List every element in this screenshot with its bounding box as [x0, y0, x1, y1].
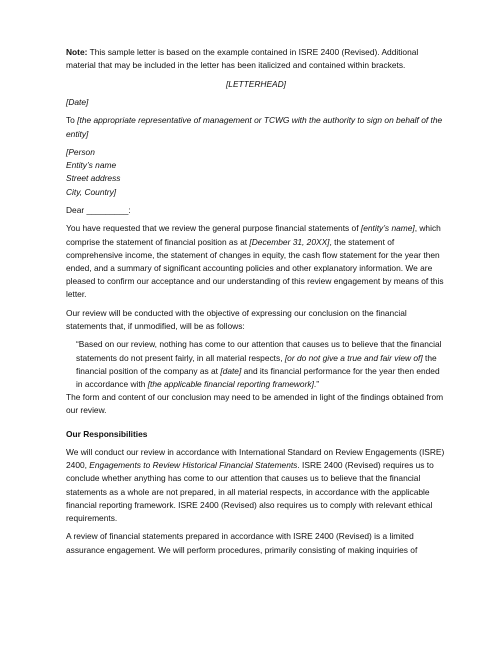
letter-page — [66, 46, 446, 557]
responsibilities-paragraph: We will conduct our review in accordance with International Standard on Review Engagements (ISRE) 2400, Engagements to Review Historical Financial Statements. ISRE 2400 (Revised) requires us to conclude whether anything has come to our attention that causes us to believe that the financial statements as a whole are not prepared, in all material respects, in accordance with the applicable financial reporting framework. ISRE 2400 (Revised) also requires us to comply with relevant ethical requirements. — [66, 446, 445, 523]
conclusion-quote: “Based on our review, nothing has come to our attention that causes us to believe that the financial statements do not present fairly, in all material respects, [or do not give a true and fair view of] the financial position of the company as at [date] and its financial performance for the year then ended in accordance with [the applicable financial reporting framework].” — [76, 339, 442, 389]
note-text: This sample letter is based on the example contained in ISRE 2400 (Revised). Additional material that may be included in the letter has been italicized and contained within brackets. — [66, 47, 419, 71]
date-field: [Date] — [66, 96, 89, 107]
amendment-paragraph: The form and content of our conclusion may need to be amended in light of the findings obtained from our review. — [66, 392, 444, 416]
address-block: [Person Entity’s name Street address City, Country] — [66, 146, 121, 197]
limited-assurance-paragraph: A review of financial statements prepared in accordance with ISRE 2400 (Revised) is a limited assurance engagement. We will perform procedures, primarily consisting of making inquiries of — [66, 531, 418, 555]
section-heading: Our Responsibilities — [66, 428, 148, 439]
note-label: Note: — [66, 47, 88, 57]
salutation: Dear _________: — [66, 204, 131, 215]
note-paragraph — [66, 46, 446, 72]
objective-paragraph: Our review will be conducted with the objective of expressing our conclusion on the financial statements that, if unmodified, will be as follows: — [66, 307, 407, 331]
letterhead: [LETTERHEAD] — [225, 78, 287, 89]
engagement-paragraph: You have requested that we review the general purpose financial statements of [entity’s name], which comprise the statement of financial position as at [December 31, 20XX], the statement of comprehensive income, the statement of changes in equity, the cash flow statement for the year then ended, and a summary of significant accounting policies and other explanatory information. We are pleased to confirm our acceptance and our understanding of this review engagement by means of this letter. — [66, 223, 444, 300]
addressee: To [the appropriate representative of management or TCWG with the authority to sign on behalf of the entity] — [66, 115, 443, 139]
